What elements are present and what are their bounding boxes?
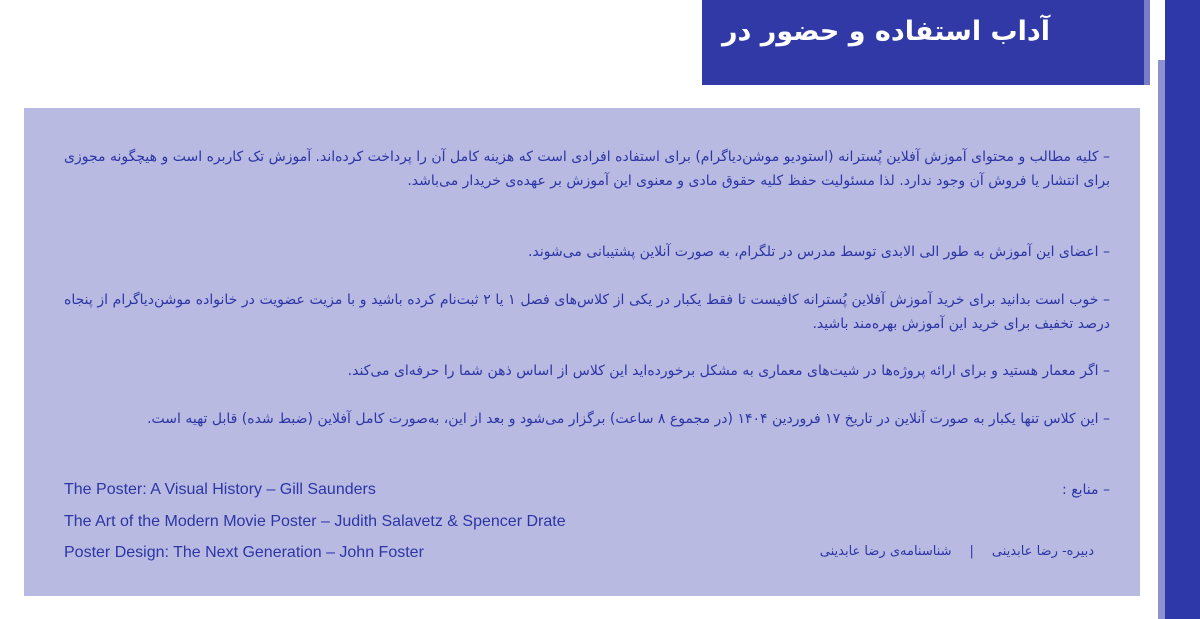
paragraph-discount: – خوب است بدانید برای خرید آموزش آفلاین پُسترانه کافیست تا فقط یکبار در یکی از کلاس‌های فصل ۱ یا ۲ ثبت‌نام کرده باشید و با مزیت عضویت در خانواده موشن‌دیاگرام از پنجاه درصد تخفیف برای خرید این آموزش بهره‌مند باشید.: [64, 292, 1110, 332]
reference-item: Poster Design: The Next Generation – John Foster: [64, 544, 424, 561]
reference-item: The Poster: A Visual History – Gill Saunders: [64, 481, 376, 498]
title-banner: [700, 0, 1150, 85]
credit-secretary: دبیره- رضا عابدینی: [991, 544, 1094, 559]
references-heading: – منابع :: [1062, 482, 1110, 498]
paragraph-architects: – اگر معمار هستید و برای ارائه پروژه‌ها در شیت‌های معماری به مشکل برخورده‌اید این کلاس از اساس ذهن شما را حرفه‌ای می‌کند.: [347, 363, 1110, 379]
paragraph-copyright: – کلیه مطالب و محتوای آموزش آفلاین پُسترانه (استودیو موشن‌دیاگرام) برای استفاده افرادی است که هزینه کامل آن را پرداخت کرده‌اند. آموزش تک کاربره است و هیچگونه مجوزی برای انتشار یا فروش آن وجود ندارد. لذا مسئولیت حفظ کلیه حقوق مادی و معنوی این آموزش بر عهده‌ی خریدار می‌باشد.: [64, 149, 1110, 189]
credit-identity: شناسنامه‌ی رضا عابدینی: [819, 544, 952, 559]
credits-line: [820, 544, 1094, 559]
paragraph-schedule: – این کلاس تنها یکبار به صورت آنلاین در تاریخ ۱۷ فروردین ۱۴۰۴ (در مجموع ۸ ساعت) برگزار می‌شود و بعد از این، به‌صورت کامل آفلاین (ضبط شده) قابل تهیه است.: [147, 411, 1110, 427]
reference-item: The Art of the Modern Movie Poster – Judith Salavetz & Spencer Drate: [64, 513, 566, 530]
page-title: آداب استفاده و حضور در: [721, 16, 1050, 47]
frame-right-bar: [1165, 0, 1200, 619]
paragraph-support: – اعضای این آموزش به طور الی الابدی توسط مدرس در تلگرام، به صورت آنلاین پشتیبانی می‌شوند.: [528, 244, 1110, 260]
credit-separator: |: [969, 544, 974, 559]
frame-right-edge: [1158, 60, 1165, 619]
